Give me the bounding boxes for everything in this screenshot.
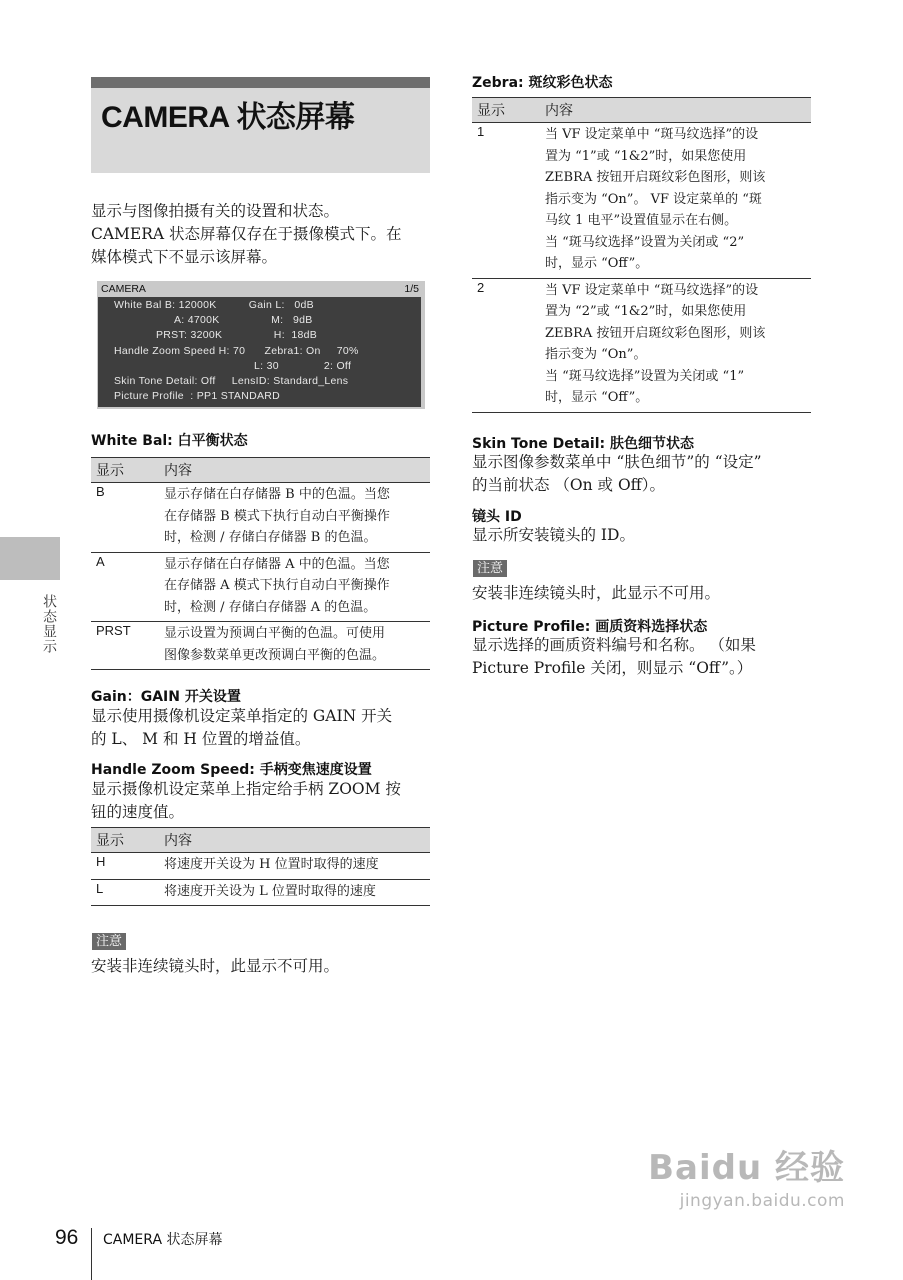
text-line: 显示摄像机设定菜单上指定给手柄 ZOOM 按 [91, 780, 401, 798]
page-number: 96 [55, 1226, 79, 1249]
side-label: 状态显示 [41, 594, 57, 654]
watermark-logo: Baidu 经验 [648, 1148, 845, 1188]
table-cell-value [159, 552, 430, 622]
cell-line: 当 “斑马纹选择”设置为关闭或 “2” [545, 234, 745, 250]
camera-screen-header [101, 283, 421, 296]
note-badge-container [92, 930, 126, 951]
table-cell-key: H [91, 853, 159, 880]
cell-line: 时，显示 “Off”。 [545, 256, 649, 271]
cell-line: 置为 “2”或 “1&2”时，如果您使用 [545, 304, 747, 319]
watermark [648, 1140, 845, 1211]
text-line: 显示选择的画质资料编号和名称。 （如果 [472, 636, 756, 654]
table-cell-key: B [91, 483, 159, 553]
cell-line: 图像参数菜单更改预调白平衡的色温。 [164, 647, 386, 663]
note-badge: 注意 [92, 933, 126, 950]
table-cell-value [159, 622, 430, 670]
cell-line: 当 VF 设定菜单中 “斑马纹选择”的设 [545, 127, 759, 142]
cell-line: 显示存储在白存储器 B 中的色温。当您 [164, 487, 390, 502]
note-text: 安装非连续镜头时，此显示不可用。 [472, 584, 721, 602]
table-cell-value [159, 483, 430, 553]
camera-screen-line: Picture Profile : PP1 STANDARD [114, 390, 281, 402]
cell-line: 置为 “1”或 “1&2”时，如果您使用 [545, 148, 747, 164]
text-line: 的当前状态 （On 或 Off）。 [472, 476, 665, 494]
note-badge: 注意 [473, 560, 507, 577]
handle-zoom-text [91, 778, 436, 824]
text-line: 显示使用摄像机设定菜单指定的 GAIN 开关 [91, 707, 393, 725]
table-cell-value [540, 278, 811, 412]
table-header: 内容 [540, 98, 811, 123]
page-title: CAMERA 状态屏幕 [101, 101, 355, 134]
camera-screen-line: Handle Zoom Speed H: 70 Zebra1: On 70% [114, 345, 359, 357]
camera-screen-line: L: 30 2: Off [254, 360, 352, 372]
table-cell-key: A [91, 552, 159, 622]
cell-line: 指示变为 “On”。 VF 设定菜单的 “斑 [545, 191, 762, 207]
skin-tone-text [472, 451, 817, 497]
zebra-table [472, 97, 811, 413]
cell-line: 当 “斑马纹选择”设置为关闭或 “1” [545, 368, 745, 384]
zebra-heading: Zebra: 斑纹彩色状态 [472, 75, 613, 91]
table-cell-value [540, 123, 811, 279]
cell-line: 时，检测 / 存储白存储器 B 的色温。 [164, 530, 377, 545]
cell-line: 显示设置为预调白平衡的色温。可使用 [164, 626, 386, 641]
picture-profile-text [472, 634, 817, 680]
note-text: 安装非连续镜头时，此显示不可用。 [91, 957, 340, 975]
cell-line: ZEBRA 按钮开启斑纹彩色图形，则该 [545, 170, 766, 185]
camera-screen-label: CAMERA [101, 283, 146, 295]
intro-line: 显示与图像拍摄有关的设置和状态。 [91, 202, 340, 220]
camera-screen-line: White Bal B: 12000K Gain L: 0dB [114, 299, 314, 311]
cell-line: ZEBRA 按钮开启斑纹彩色图形，则该 [545, 325, 766, 341]
cell-line: 时，检测 / 存储白存储器 A 的色温。 [164, 599, 377, 615]
table-header: 显示 [472, 98, 540, 123]
table-header: 显示 [91, 828, 159, 853]
table-cell-value: 将速度开关设为 H 位置时取得的速度 [159, 853, 430, 880]
camera-screen-line: A: 4700K M: 9dB [174, 314, 313, 326]
cell-line: 指示变为 “On”。 [545, 347, 647, 362]
text-line: 钮的速度值。 [91, 803, 185, 821]
lens-id-heading: 镜头 ID [472, 509, 522, 525]
table-cell-key: PRST [91, 622, 159, 670]
table-row [91, 552, 430, 622]
table-cell-key: 2 [472, 278, 540, 412]
gain-text [91, 705, 436, 751]
handle-zoom-heading: Handle Zoom Speed: 手柄变焦速度设置 [91, 762, 372, 778]
cell-line: 在存储器 A 模式下执行自动白平衡操作 [164, 578, 390, 593]
cell-line: 在存储器 B 模式下执行自动白平衡操作 [164, 508, 390, 524]
table-row [91, 483, 430, 553]
lens-id-text: 显示所安装镜头的 ID。 [472, 526, 635, 544]
camera-screen [98, 297, 421, 407]
camera-screen-line: PRST: 3200K H: 18dB [156, 329, 318, 341]
side-tab [0, 537, 60, 580]
title-bar-accent [91, 77, 430, 88]
text-line: Picture Profile 关闭，则显示 “Off”。） [472, 659, 753, 677]
cell-line: 时，显示 “Off”。 [545, 390, 649, 405]
table-row [91, 879, 430, 906]
text-line: 的 L、 M 和 H 位置的增益值。 [91, 730, 311, 748]
table-cell-key: 1 [472, 123, 540, 279]
cell-line: 显示存储在白存储器 A 中的色温。当您 [164, 556, 390, 572]
table-cell-value: 将速度开关设为 L 位置时取得的速度 [159, 879, 430, 906]
text-line: 显示图像参数菜单中 “肤色细节”的 “设定” [472, 453, 762, 471]
cell-line: 马纹 1 电平”设置值显示在右侧。 [545, 213, 738, 228]
picture-profile-heading: Picture Profile: 画质资料选择状态 [472, 619, 708, 635]
intro-text [91, 200, 436, 269]
gain-heading: Gain：GAIN 开关设置 [91, 689, 241, 705]
skin-tone-heading: Skin Tone Detail: 肤色细节状态 [472, 436, 695, 452]
handle-zoom-table [91, 827, 430, 906]
camera-screen-page: 1/5 [404, 283, 419, 295]
table-row [472, 278, 811, 412]
table-row [91, 853, 430, 880]
table-header: 内容 [159, 458, 430, 483]
footer-divider [91, 1228, 92, 1280]
intro-line: CAMERA 状态屏幕仅存在于摄像模式下。在 [91, 225, 402, 243]
intro-line: 媒体模式下不显示该屏幕。 [91, 248, 278, 266]
white-bal-table [91, 457, 430, 670]
white-bal-heading: White Bal: 白平衡状态 [91, 433, 248, 449]
note-badge-container [473, 557, 507, 578]
table-cell-key: L [91, 879, 159, 906]
table-header: 内容 [159, 828, 430, 853]
footer-title: CAMERA 状态屏幕 [103, 1232, 223, 1248]
cell-line: 当 VF 设定菜单中 “斑马纹选择”的设 [545, 282, 759, 298]
table-row [472, 123, 811, 279]
watermark-url: jingyan.baidu.com [679, 1191, 845, 1211]
camera-screen-line: Skin Tone Detail: Off LensID: Standard_Lens [114, 375, 349, 387]
table-header: 显示 [91, 458, 159, 483]
table-row [91, 622, 430, 670]
